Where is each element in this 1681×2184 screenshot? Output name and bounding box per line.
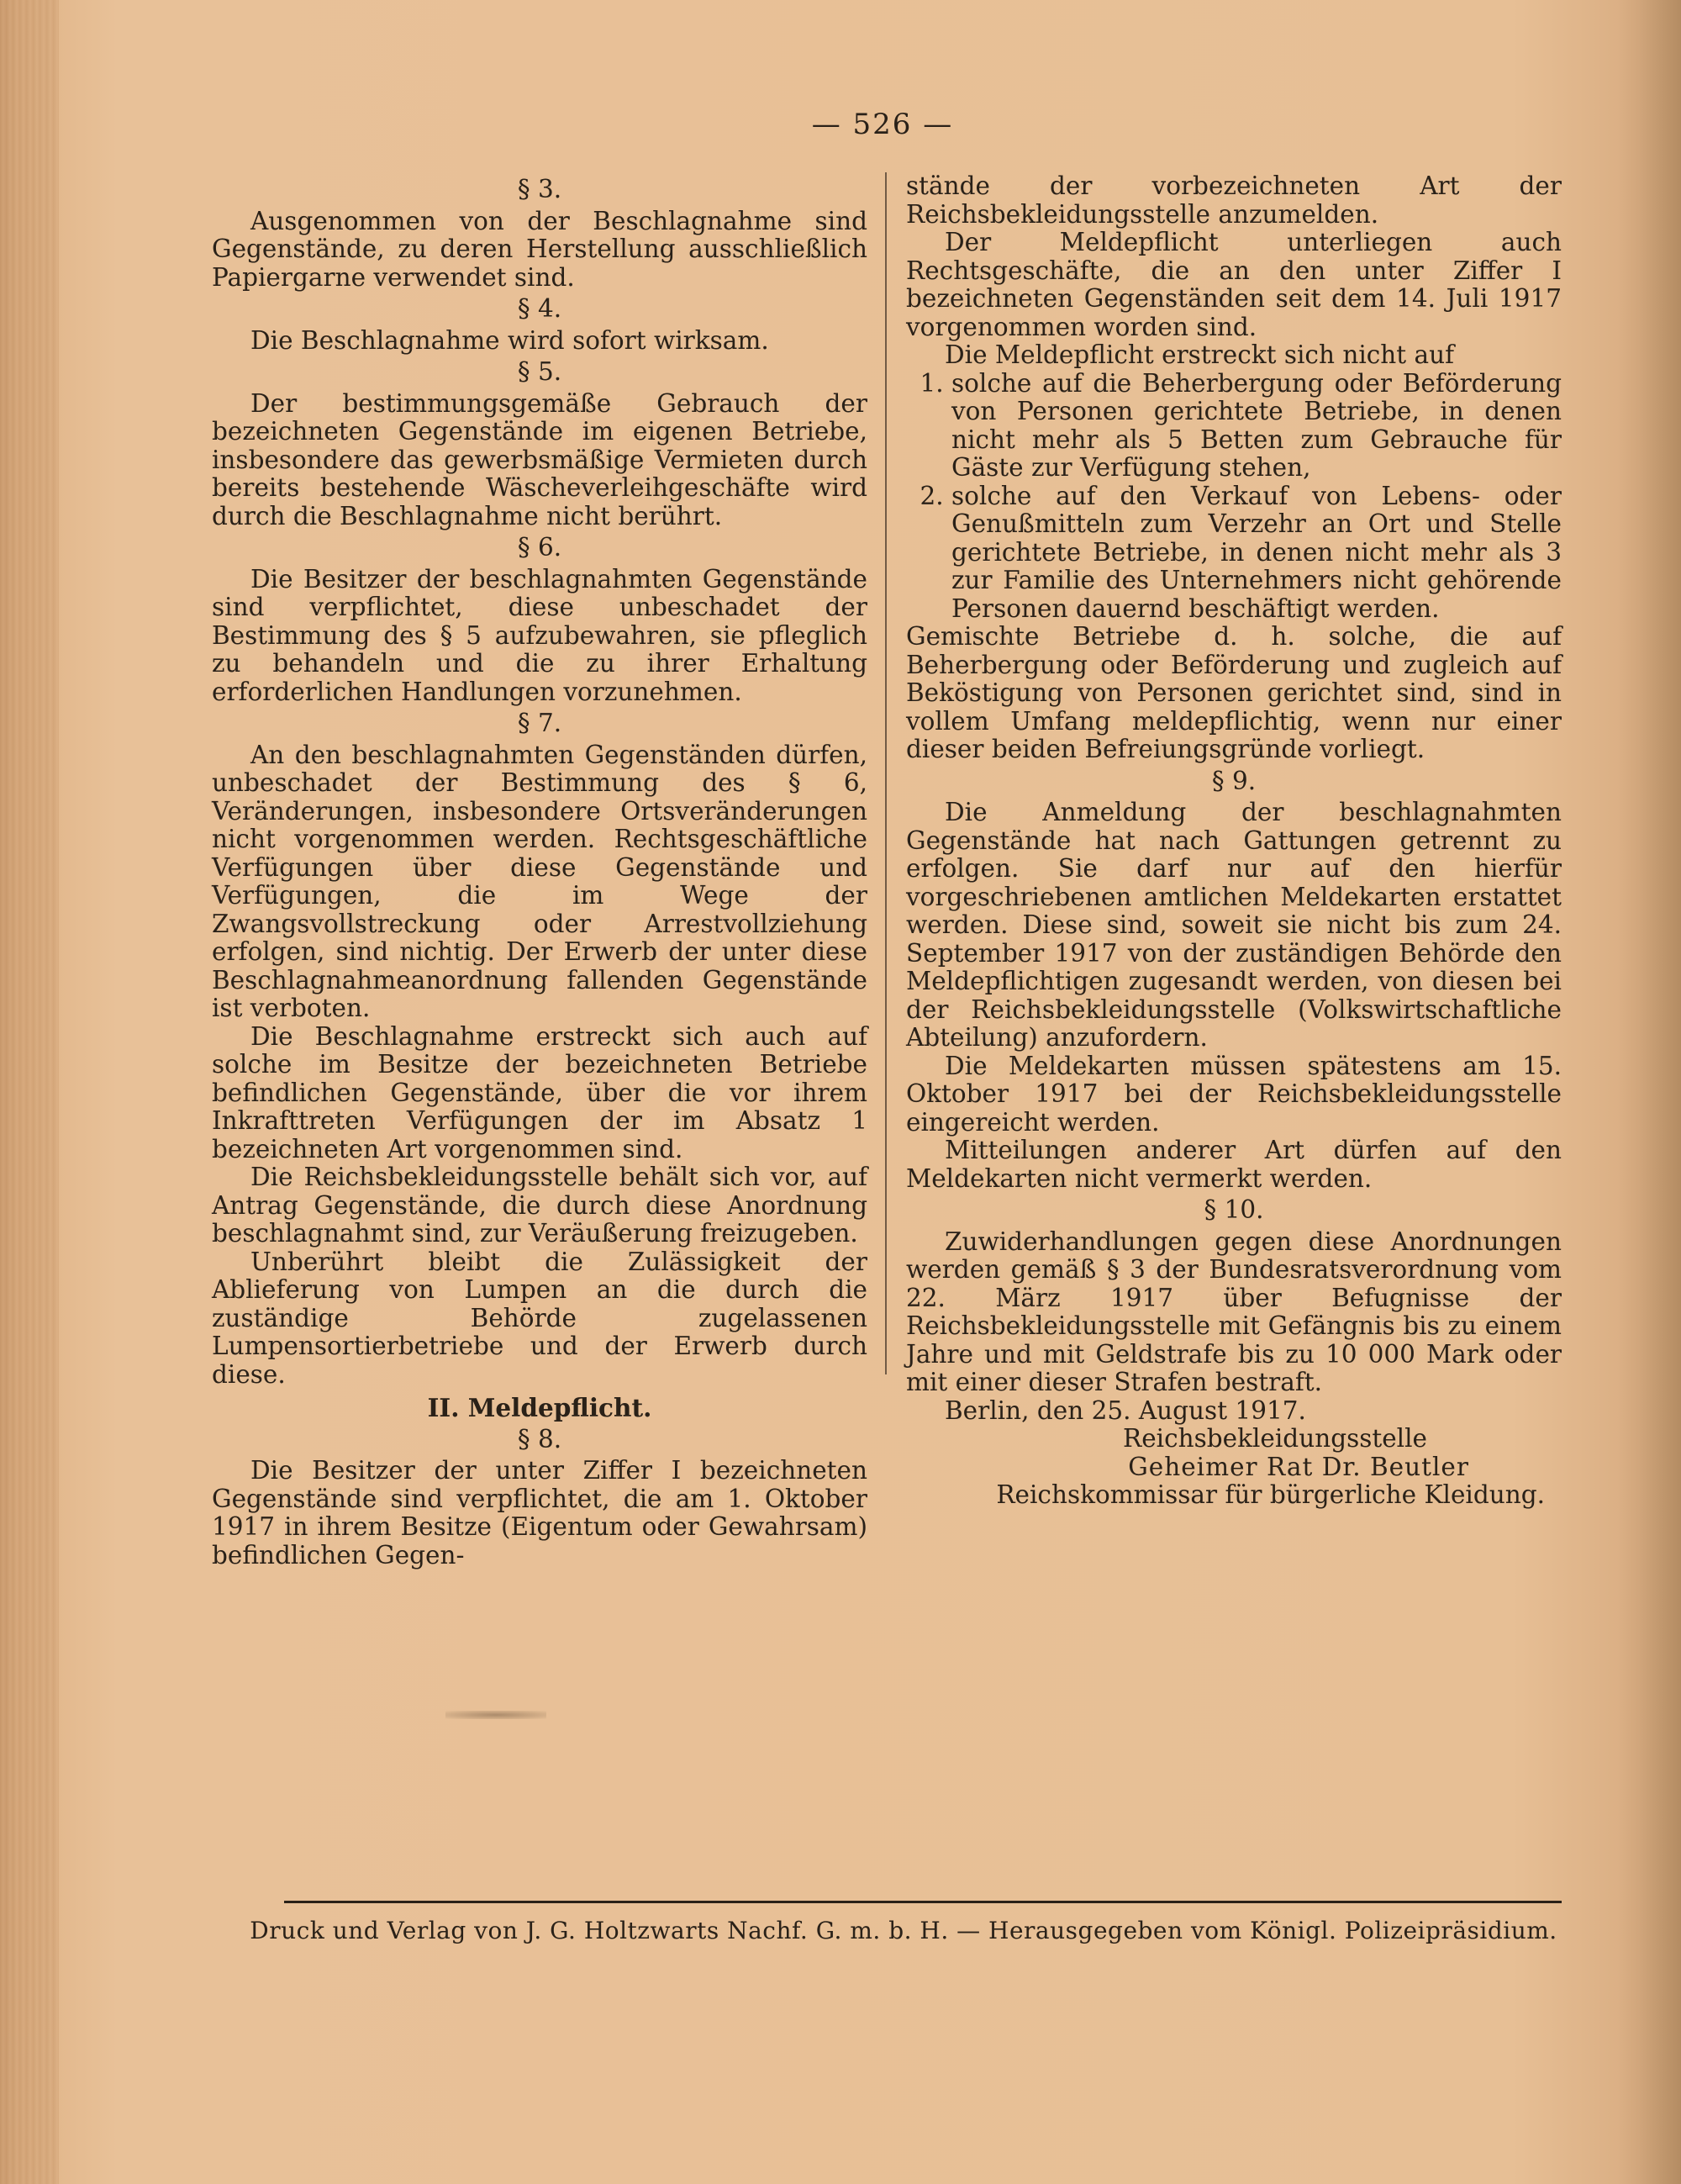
page-number: — 526 —	[811, 108, 954, 141]
right-column	[906, 172, 1562, 1510]
list-item: 1. solche auf die Beherbergung oder Beförderung von Personen gerichtete Betriebe, in denen nicht mehr als 5 Betten zum Gebrauche für Gäste zur Verfügung stehen,	[951, 370, 1562, 483]
page-stack-edge	[0, 0, 59, 2184]
left-column	[212, 172, 867, 1569]
paragraph: Der bestimmungsgemäße Gebrauch der bezeichneten Gegenstände im eigenen Betriebe, insbesondere das gewerbsmäßige Vermieten durch bereits bestehende Wäscheverleihgeschäfte wird durch die Beschlagnahme nicht berührt.	[212, 388, 867, 530]
section-title-7: § 7.	[517, 709, 562, 737]
column-divider	[885, 172, 887, 1374]
date-line: Berlin, den 25. August 1917.	[945, 1395, 1306, 1425]
paragraph: Die Beschlagnahme wird sofort wirksam.	[250, 325, 769, 355]
paragraph: Der Meldepflicht unterliegen auch Rechtsgeschäfte, die an den unter Ziffer I bezeichneten Gegenständen seit dem 14. Juli 1917 vorgenommen worden sind.	[906, 228, 1562, 341]
exemption-list	[906, 370, 1562, 624]
paragraph: Die Anmeldung der beschlagnahmten Gegenstände hat nach Gattungen getrennt zu erfolgen. Sie darf nur auf den hierfür vorgeschriebenen amtlichen Meldekarten erstattet werden. Diese sind, soweit sie nicht bis zum 24. September 1917 von der zuständigen Behörde den Meldepflichtigen zugesandt werden, von diesen bei der Reichsbekleidungsstelle (Volkswirtschaftliche Abteilung) anzufordern.	[906, 798, 1562, 1052]
section-title-10: § 10.	[1204, 1195, 1264, 1224]
paragraph: Gemischte Betriebe d. h. solche, die auf Beherbergung oder Beförderung und zugleich auf Beköstigung von Personen gerichtet sind, sind in vollem Umfang meldepflichtig, wenn nur einer dieser beiden Befreiungsgründe vorliegt.	[906, 622, 1562, 763]
section-title-8: § 8.	[517, 1424, 562, 1453]
footer-rule	[284, 1901, 1562, 1903]
page-gutter-shadow	[1618, 0, 1681, 2184]
paragraph-continued: stände der vorbezeichneten Art der Reichsbekleidungsstelle anzumelden.	[906, 171, 1562, 229]
paragraph: Die Beschlagnahme erstreckt sich auch auf solche im Besitze der bezeichneten Betriebe befindlichen Gegenstände, über die vor ihrem Inkrafttreten Verfügungen der im Absatz 1 bezeichneten Art vorgenommen sind.	[212, 1021, 867, 1163]
paragraph: An den beschlagnahmten Gegenständen dürfen, unbeschadet der Bestimmung des § 6, Veränderungen, insbesondere Ortsveränderungen nicht vorgenommen werden. Rechtsgeschäftliche Verfügungen über diese Gegenstände und Verfügungen, die im Wege der Zwangsvollstreckung oder Arrestvollziehung erfolgen, sind nichtig. Der Erwerb der unter diese Beschlagnahmeanordnung fallenden Gegenstände ist verboten.	[212, 740, 867, 1022]
signature-block	[906, 1425, 1562, 1510]
section-title-5: § 5.	[517, 357, 562, 386]
signature-title: Reichskommissar für bürgerliche Kleidung.	[996, 1480, 1545, 1509]
ink-smudge	[445, 1711, 546, 1719]
section-title-6: § 6.	[517, 533, 562, 562]
imprint-footer: Druck und Verlag von J. G. Holtzwarts Nachf. G. m. b. H. — Herausgegeben vom Königl. Polizeipräsidium.	[250, 1917, 1557, 1944]
signature-authority: Reichsbekleidungsstelle	[1123, 1424, 1427, 1453]
paragraph: Zuwiderhandlungen gegen diese Anordnungen werden gemäß § 3 der Bundesratsverordnung vom 22. März 1917 über Befugnisse der Reichsbekleidungsstelle mit Gefängnis bis zu einem Jahre und mit Geldstrafe bis zu 10 000 Mark oder mit einer dieser Strafen bestraft.	[906, 1227, 1562, 1396]
paragraph: Unberührt bleibt die Zulässigkeit der Ablieferung von Lumpen an die durch die zuständige Behörde zugelassenen Lumpensortierbetriebe und der Erwerb durch diese.	[212, 1247, 867, 1389]
section-title-3: § 3.	[517, 175, 562, 203]
list-item: 2. solche auf den Verkauf von Lebens- oder Genußmitteln zum Verzehr an Ort und Stelle gerichtete Betriebe, in denen nicht mehr als 3 zur Familie des Unternehmers nicht gehörende Personen dauernd beschäftigt werden.	[951, 483, 1562, 624]
paragraph: Die Meldekarten müssen spätestens am 15. Oktober 1917 bei der Reichsbekleidungsstelle eingereicht werden.	[906, 1051, 1562, 1137]
paragraph: Die Besitzer der beschlagnahmten Gegenstände sind verpflichtet, diese unbeschadet der Bestimmung des § 5 aufzubewahren, sie pfleglich zu behandeln und die zu ihrer Erhaltung erforderlichen Handlungen vorzunehmen.	[212, 564, 867, 706]
signature-name: Geheimer Rat Dr. Beutler	[1128, 1452, 1469, 1481]
section-title-4: § 4.	[517, 294, 562, 323]
paragraph: Die Reichsbekleidungsstelle behält sich vor, auf Antrag Gegenstände, die durch diese Anordnung beschlagnahmt sind, zur Veräußerung freizugeben.	[212, 1163, 867, 1248]
part-heading-meldepflicht: II. Meldepflicht.	[427, 1393, 652, 1422]
paragraph: Die Meldepflicht erstreckt sich nicht auf	[945, 340, 1455, 369]
paragraph: Mitteilungen anderer Art dürfen auf den Meldekarten nicht vermerkt werden.	[906, 1136, 1562, 1193]
section-title-9: § 9.	[1211, 766, 1257, 795]
paragraph: Ausgenommen von der Beschlagnahme sind Gegenstände, zu deren Herstellung ausschließlich Papiergarne verwendet sind.	[212, 206, 867, 292]
paragraph: Die Besitzer der unter Ziffer I bezeichneten Gegenstände sind verpflichtet, die am 1. Oktober 1917 in ihrem Besitze (Eigentum oder Gewahrsam) befindlichen Gegen-	[212, 1456, 867, 1569]
